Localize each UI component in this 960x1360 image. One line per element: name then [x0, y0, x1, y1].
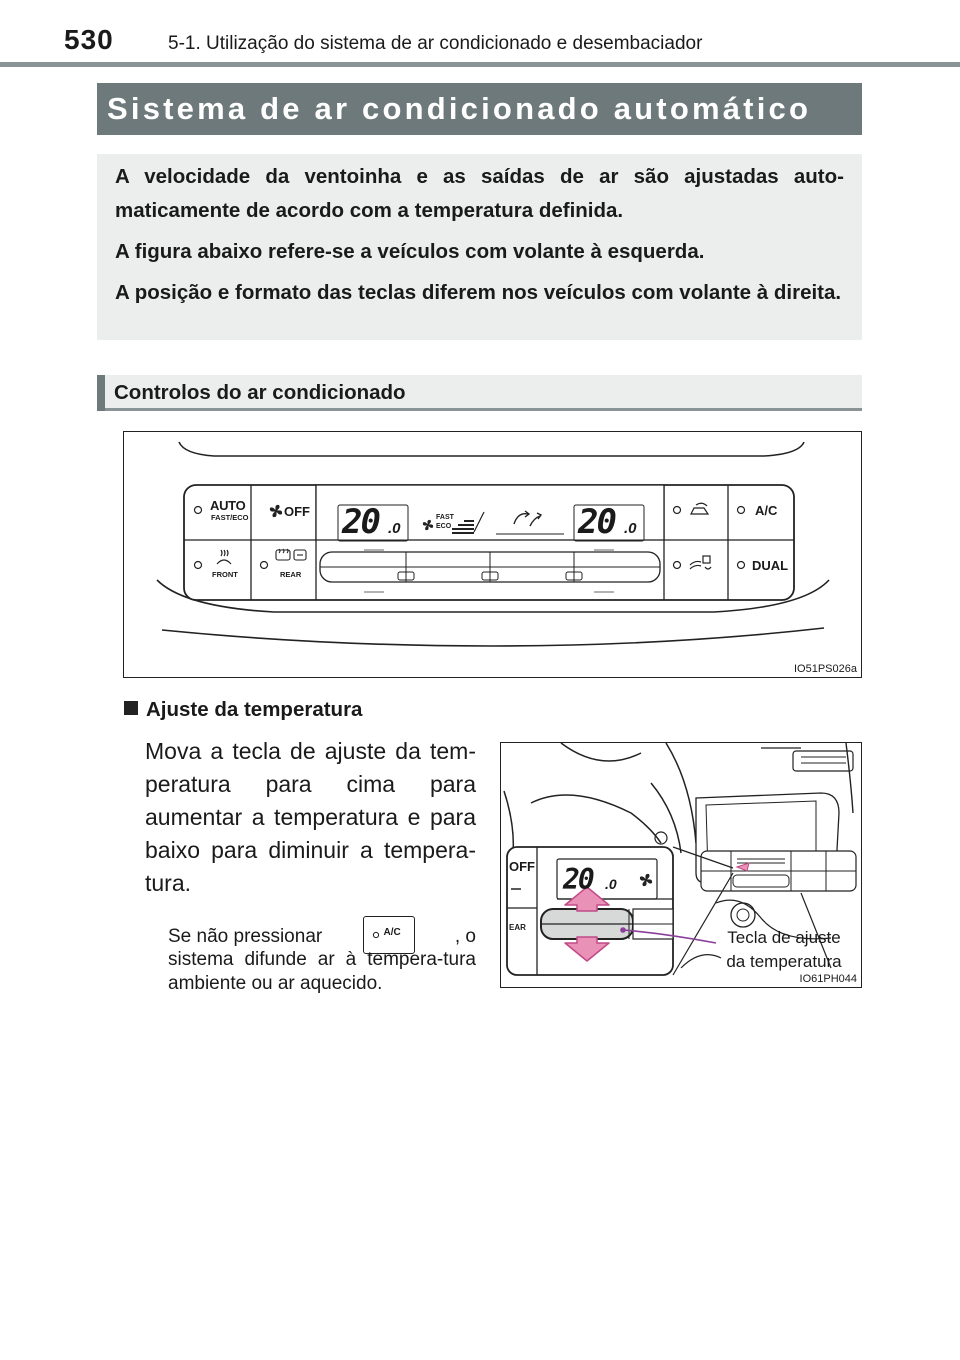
left-temperature-display: 20: [342, 502, 379, 542]
intro-paragraph-3: A posição e formato das teclas diferem nos veículos com volante à direita.: [115, 281, 842, 304]
rear-defog-button-label: REAR: [280, 570, 302, 579]
page-number: 530: [64, 24, 114, 55]
inset-temperature-display: 20: [563, 863, 593, 896]
subsection-title: Controlos do ar condicionado: [114, 381, 406, 404]
display-eco-label: ECO: [436, 523, 452, 530]
temperature-heading-text: Ajuste da temperatura: [146, 698, 363, 721]
subsection-accent: [97, 375, 105, 411]
header-rule: [0, 62, 960, 67]
temperature-lever-figure: [500, 742, 862, 988]
auto-button-sublabel: FAST/ECO: [211, 513, 249, 522]
note-text: sistema difunde ar à tempera-tura ambiente ou ar aquecido.: [168, 949, 476, 994]
fan-off-button-label: OFF: [284, 504, 310, 519]
note-comma: , o: [454, 926, 476, 947]
ac-button-label: A/C: [755, 503, 778, 518]
dual-button-label: DUAL: [752, 558, 789, 573]
right-temperature-decimal: .0: [624, 520, 637, 537]
intro-box: [97, 154, 862, 340]
temperature-section-heading: [124, 698, 362, 722]
right-temperature-display: 20: [578, 502, 615, 542]
inline-ac-label: A/C: [383, 927, 401, 938]
inset-off-label: OFF: [509, 859, 535, 874]
chapter-title: 5-1. Utilização do sistema de ar condicionado e desembaciador: [168, 33, 703, 54]
subsection-bar: [97, 375, 862, 411]
control-panel-illustration: [124, 432, 860, 676]
figure-1-code: IO51PS026a: [794, 663, 857, 675]
control-panel-figure: [123, 431, 862, 678]
note-prefix: Se não pressionar: [168, 926, 323, 947]
auto-button-label: AUTO: [210, 498, 246, 513]
section-banner: [97, 83, 862, 135]
temperature-lever-callout: [709, 926, 859, 974]
inset-rear-label: EAR: [509, 923, 526, 932]
left-temperature-decimal: .0: [388, 520, 401, 537]
inset-temperature-decimal: .0: [605, 876, 617, 892]
intro-paragraph-1: A velocidade da ventoinha e as saídas de ar são ajustadas auto-maticamente de acordo com a temperatura definida.: [115, 165, 844, 222]
subsection-underline: [105, 408, 862, 411]
callout-line-2: da temperatura: [726, 952, 842, 971]
front-defog-button-label: FRONT: [212, 570, 238, 579]
bullet-square-icon: [124, 701, 138, 715]
callout-line-1: Tecla de ajuste: [727, 928, 841, 947]
figure-2-code: IO61PH044: [799, 973, 857, 985]
temperature-body-text: Mova a tecla de ajuste da tem-peratura para cima para aumentar a temperatura e para baixo para diminuir a tempera-tura.: [145, 738, 476, 896]
display-fast-label: FAST: [436, 514, 454, 521]
section-title: Sistema de ar condicionado automático: [107, 91, 812, 126]
intro-paragraph-2: A figura abaixo refere-se a veículos com volante à esquerda.: [115, 240, 705, 263]
